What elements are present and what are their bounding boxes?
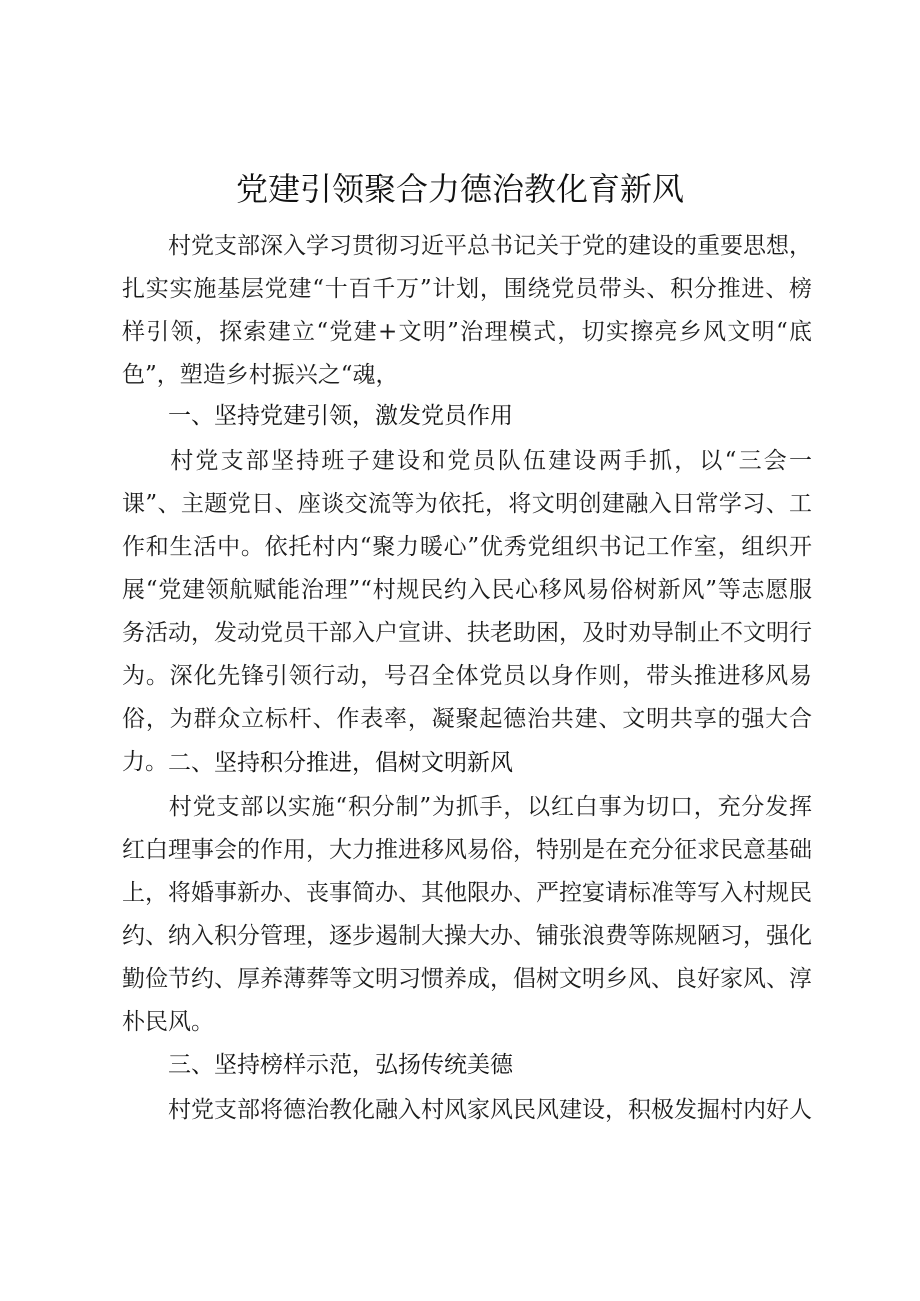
section-1-text: 村党支部坚持班子建设和党员队伍建设两手抓，以“三会一课”、主题党日、座谈交流等为依托，将文明创建融入日常学习、工作和生活中。依托村内“聚力暖心”优秀党组织书记工作室，组织开展“党建领航赋能治理”“村规民约入民心移风易俗树新风”等志愿服务活动，发动党员干部入户宣讲、扶老助困，及时劝导制止不文明行为。深化先锋引领行动，号召全体党员以身作则，带头推进移风易俗，为群众立标杆、作表率，凝聚起德治共建、文明共享的强大合力。 [122, 448, 812, 775]
section-heading-1: 一、坚持党建引领，激发党员作用 [168, 403, 513, 429]
section-paragraph-3 [122, 1089, 812, 1132]
document-title: 党建引领聚合力德治教化育新风 [235, 170, 684, 208]
intro-paragraph [122, 225, 812, 397]
section-2-text: 村党支部以实施“积分制”为抓手，以红白事为切口，充分发挥红白理事会的作用，大力推进移风易俗，特别是在充分征求民意基础上，将婚事新办、丧事简办、其他限办、严控宴请标准等写入村规民约、纳入积分管理，逐步遏制大操大办、铺张浪费等陈规陋习，强化勤俭节约、厚养薄葬等文明习惯养成，倡树文明乡风、良好家风、淳朴民风。 [122, 794, 812, 1035]
section-paragraph-2 [122, 786, 812, 1044]
intro-text: 村党支部深入学习贯彻习近平总书记关于党的建设的重要思想，扎实实施基层党建“十百千万”计划，围绕党员带头、积分推进、榜样引领，探索建立“党建+文明”治理模式，切实擦亮乡风文明“底色”，塑造乡村振兴之“魂， [122, 233, 812, 388]
section-3-text: 村党支部将德治教化融入村风家风民风建设，积极发掘村内好人 [168, 1097, 812, 1123]
section-heading-3: 三、坚持榜样示范，弘扬传统美德 [168, 1052, 513, 1078]
section-paragraph-1 [122, 440, 812, 784]
section-heading-2: 二、坚持积分推进，倡树文明新风 [168, 750, 513, 776]
